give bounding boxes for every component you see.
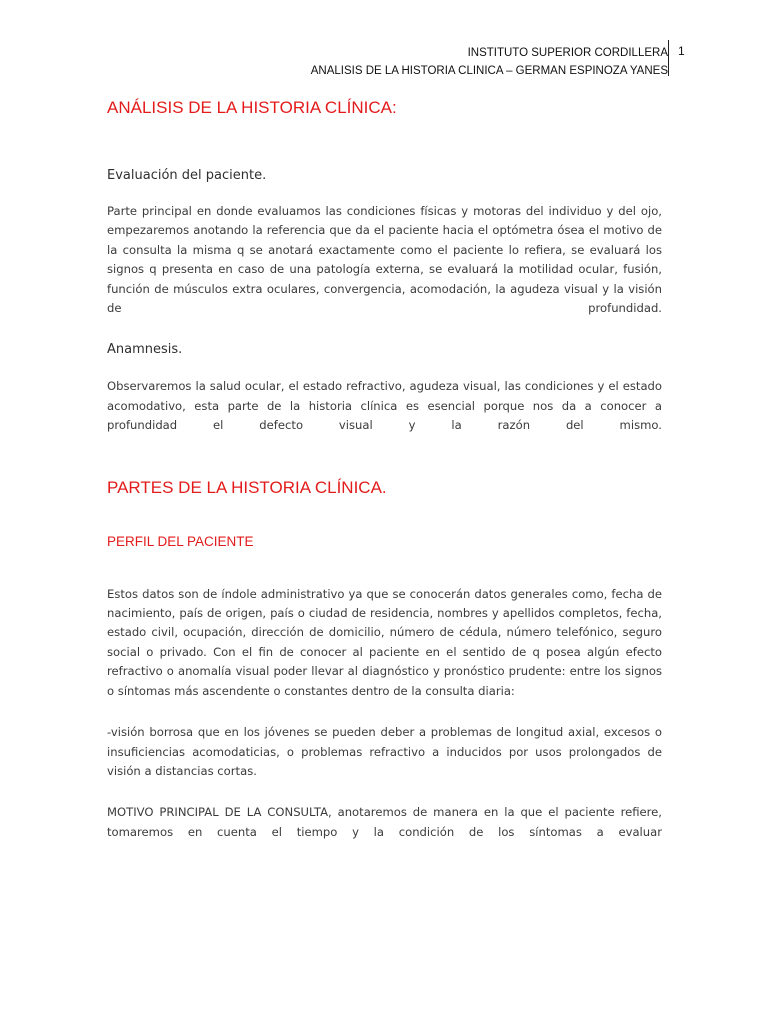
document-title: ANÁLISIS DE LA HISTORIA CLÍNICA: — [107, 98, 397, 117]
paragraph-evaluacion: Parte principal en donde evaluamos las condiciones físicas y motoras del individuo y del ojo, empezaremos anotando la referencia que da el paciente hacia el optómetra ósea el motivo de la consulta la misma q se anotará exactamente como el paciente lo refiera, se evaluará los signos q presenta en caso de una patología externa, se evaluará la motilidad ocular, fusión, función de músculos extra oculares, convergencia, acomodación, la agudeza visual y la visión de profundidad. — [107, 204, 662, 316]
document-body — [107, 96, 662, 842]
section-heading-partes: PARTES DE LA HISTORIA CLÍNICA. — [107, 477, 387, 497]
header-institution: INSTITUTO SUPERIOR CORDILLERA — [467, 47, 668, 59]
paragraph-vision-borrosa: -visión borrosa que en los jóvenes se pueden deber a problemas de longitud axial, excesos o insuficiencias acomodaticias, o problemas refractivo a inducidos por usos prolongados de visión a distancias cortas. — [107, 725, 662, 778]
page-header — [311, 44, 668, 80]
paragraph-anamnesis: Observaremos la salud ocular, el estado refractivo, agudeza visual, las condiciones y el estado acomodativo, esta parte de la historia clínica es esencial porque nos da a conocer a profundidad el defecto visual y la razón del mismo. — [107, 379, 662, 433]
paragraph-motivo-consulta: MOTIVO PRINCIPAL DE LA CONSULTA, anotaremos de manera en la que el paciente refiere, tomaremos en cuenta el tiempo y la condición de los síntomas a evaluar — [107, 805, 662, 839]
header-subtitle: ANALISIS DE LA HISTORIA CLINICA – GERMAN ESPINOZA YANES — [310, 65, 668, 77]
section-heading-anamnesis: Anamnesis. — [107, 342, 183, 358]
header-divider — [668, 40, 669, 76]
page-number: 1 — [678, 44, 685, 58]
subsection-heading-perfil: PERFIL DEL PACIENTE — [107, 533, 254, 549]
paragraph-perfil: Estos datos son de índole administrativo ya que se conocerán datos generales como, fecha de nacimiento, país de origen, país o ciudad de residencia, nombres y apellidos completos, fecha, estado civil, ocupación, dirección de domicilio, número de cédula, número telefónico, seguro social o privado. Con el fin de conocer al paciente en el sentido de q posea algún efecto refractivo o anomalía visual poder llevar al diagnóstico y pronóstico prudente: entre los signos o síntomas más ascendente o constantes dentro de la consulta diaria: — [107, 586, 662, 698]
section-heading-evaluacion: Evaluación del paciente. — [107, 168, 267, 183]
